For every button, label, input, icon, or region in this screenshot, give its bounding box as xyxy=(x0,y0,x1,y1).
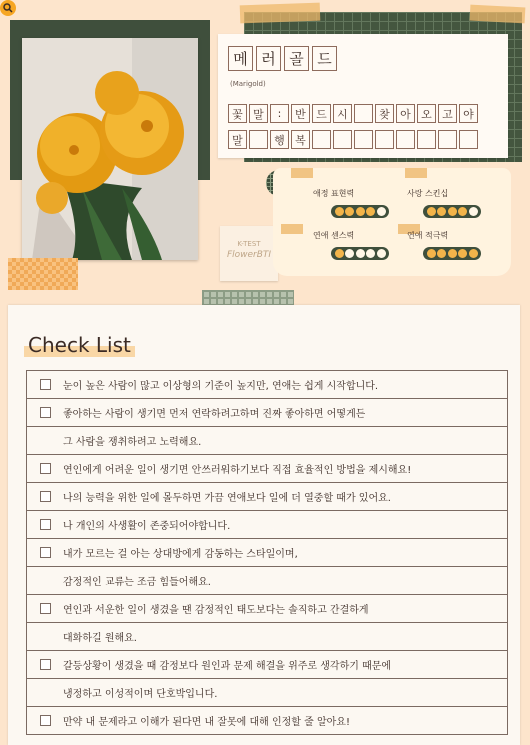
checkbox-cell xyxy=(27,659,63,670)
checklist-row xyxy=(27,370,507,399)
letter-box xyxy=(459,130,478,149)
checklist-text: 냉정하고 이성적이며 단호박입니다. xyxy=(63,689,218,700)
marigold-photo xyxy=(22,38,198,260)
stat-dot xyxy=(377,207,386,216)
letter-box: 꽃 xyxy=(228,104,247,123)
letter-box: 고 xyxy=(438,104,457,123)
stat-dot xyxy=(356,249,365,258)
checklist-row xyxy=(27,483,507,511)
checklist-row xyxy=(27,707,507,735)
stat-label: 사랑 스킨십 xyxy=(407,189,449,198)
checkbox[interactable] xyxy=(40,659,51,670)
checkbox[interactable] xyxy=(40,379,51,390)
decor-tape xyxy=(281,224,303,234)
stat-dot xyxy=(448,207,457,216)
checklist-text: 눈이 높은 사람이 많고 이상형의 기준이 높지만, 연애는 쉽게 시작합니다. xyxy=(63,381,379,392)
letter-box xyxy=(354,104,373,123)
letter-box: 아 xyxy=(396,104,415,123)
stat-bar xyxy=(331,205,389,218)
stat-dot xyxy=(345,207,354,216)
sticky-note xyxy=(220,226,278,281)
stat-dot xyxy=(437,207,446,216)
stat-dot xyxy=(469,249,478,258)
checklist-text: 대화하길 원해요. xyxy=(63,633,137,644)
letter-box: 말 xyxy=(228,130,247,149)
name-char: 골 xyxy=(284,46,309,71)
checklist-text: 나의 능력을 위한 일에 몰두하면 가끔 연애보다 일에 더 열중할 때가 있어요. xyxy=(63,493,391,504)
name-char: 메 xyxy=(228,46,253,71)
checklist-row xyxy=(27,511,507,539)
name-card xyxy=(218,34,508,158)
checklist-text: 그 사람을 쟁취하려고 노력해요. xyxy=(63,437,202,448)
checklist-text: 연인에게 어려운 일이 생기면 안쓰러워하기보다 직접 효율적인 방법을 제시해요! xyxy=(63,465,412,476)
checklist-text: 감정적인 교류는 조금 힘들어해요. xyxy=(63,577,211,588)
letter-box: 시 xyxy=(333,104,352,123)
letter-box xyxy=(375,130,394,149)
flower-language-row2 xyxy=(228,130,480,149)
checklist-text: 내가 모르는 걸 아는 상대방에게 감동하는 스타일이며, xyxy=(63,549,298,560)
checkbox-cell xyxy=(27,519,63,530)
letter-box xyxy=(312,130,331,149)
stat-bar xyxy=(423,205,481,218)
letter-box: 행 xyxy=(270,130,289,149)
letter-box xyxy=(438,130,457,149)
checklist-text: 좋아하는 사람이 생기면 먼저 연락하려고하며 진짜 좋아하면 어떻게든 xyxy=(63,409,366,420)
checklist-panel xyxy=(8,305,520,745)
checkbox-cell xyxy=(27,491,63,502)
checklist-title: Check List xyxy=(24,333,135,357)
stat-dot xyxy=(377,249,386,258)
checkbox[interactable] xyxy=(40,463,51,474)
decor-tape xyxy=(470,5,526,24)
letter-box: 반 xyxy=(291,104,310,123)
stat-dot xyxy=(427,249,436,258)
sticky-line2: FlowerBTI xyxy=(226,250,272,260)
letter-box xyxy=(333,130,352,149)
english-name: (Marigold) xyxy=(230,80,266,88)
checklist-row xyxy=(27,455,507,483)
stat-dot xyxy=(335,249,344,258)
stat-dot xyxy=(427,207,436,216)
checkbox[interactable] xyxy=(40,491,51,502)
sticky-line1: K-TEST xyxy=(237,240,261,248)
decor-tape xyxy=(240,3,321,24)
search-icon[interactable] xyxy=(0,0,16,16)
stat-bar xyxy=(331,247,389,260)
letter-box: 오 xyxy=(417,104,436,123)
letter-box xyxy=(396,130,415,149)
letter-box: 야 xyxy=(459,104,478,123)
stat-dot xyxy=(469,207,478,216)
checklist-row xyxy=(27,679,507,707)
stat-dot xyxy=(345,249,354,258)
checkbox[interactable] xyxy=(40,715,51,726)
checklist-text: 연인과 서운한 일이 생겼을 땐 감정적인 태도보다는 솔직하고 간결하게 xyxy=(63,605,369,616)
checklist-row xyxy=(27,623,507,651)
flower-name xyxy=(228,46,340,71)
checkbox-cell xyxy=(27,463,63,474)
checklist-text: 만약 내 문제라고 이해가 된다면 내 잘못에 대해 인정할 줄 알아요! xyxy=(63,717,350,728)
letter-box: 드 xyxy=(312,104,331,123)
checklist-row xyxy=(27,567,507,595)
checkbox[interactable] xyxy=(40,603,51,614)
stat-dot xyxy=(458,249,467,258)
checklist xyxy=(26,370,508,735)
checkbox-cell xyxy=(27,379,63,390)
checkbox-cell xyxy=(27,715,63,726)
checklist-row xyxy=(27,427,507,455)
stat-bar xyxy=(423,247,481,260)
checklist-text: 갈등상황이 생겼을 때 감정보다 원인과 문제 해결을 위주로 생각하기 때문에 xyxy=(63,661,392,672)
stat-label: 연애 센스력 xyxy=(313,231,355,240)
stat-label: 애정 표현력 xyxy=(313,189,355,198)
name-char: 러 xyxy=(256,46,281,71)
letter-box: 복 xyxy=(291,130,310,149)
stat-dot xyxy=(335,207,344,216)
checklist-row xyxy=(27,539,507,567)
flower-language-row1 xyxy=(228,104,480,123)
letter-box xyxy=(417,130,436,149)
checklist-row xyxy=(27,651,507,679)
checkbox-cell xyxy=(27,547,63,558)
stat-dot xyxy=(366,207,375,216)
stats-panel xyxy=(273,168,511,276)
stat-label: 연애 적극력 xyxy=(407,231,449,240)
checkbox-cell xyxy=(27,407,63,418)
decor-checker xyxy=(8,258,78,290)
stat-dot xyxy=(448,249,457,258)
checkbox[interactable] xyxy=(40,407,51,418)
letter-box: : xyxy=(270,104,289,123)
letter-box: 찾 xyxy=(375,104,394,123)
stat-dot xyxy=(366,249,375,258)
checkbox[interactable] xyxy=(40,547,51,558)
stat-dot xyxy=(437,249,446,258)
checklist-text: 나 개인의 사생활이 존중되어야합니다. xyxy=(63,521,231,532)
letter-box xyxy=(354,130,373,149)
checkbox[interactable] xyxy=(40,519,51,530)
checkbox-cell xyxy=(27,603,63,614)
decor-tape xyxy=(405,168,427,178)
checklist-row xyxy=(27,595,507,623)
decor-tape xyxy=(291,168,313,178)
checklist-row xyxy=(27,399,507,427)
letter-box xyxy=(249,130,268,149)
name-char: 드 xyxy=(312,46,337,71)
stat-dot xyxy=(356,207,365,216)
letter-box: 말 xyxy=(249,104,268,123)
stat-dot xyxy=(458,207,467,216)
